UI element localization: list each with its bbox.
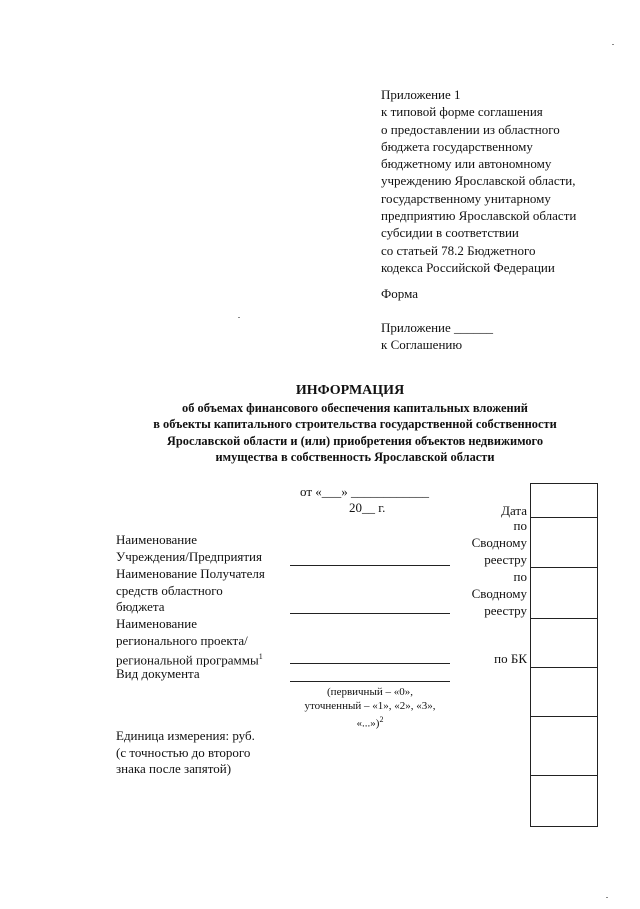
attachment-reference xyxy=(381,319,493,353)
subtitle-line: имущества в собственность Ярославской области xyxy=(215,449,495,464)
doc-type-fill-line[interactable] xyxy=(290,681,450,682)
code-cell-date[interactable] xyxy=(531,518,598,568)
project-label-line: регионального проекта/ xyxy=(116,632,248,648)
appendix-line: предприятию Ярославской области xyxy=(381,208,577,224)
doc-type-note xyxy=(290,685,450,731)
registry-label-1 xyxy=(440,517,527,568)
appendix-line: бюджета государственному xyxy=(381,138,533,154)
doc-type-label: Вид документа xyxy=(116,666,200,681)
appendix-header xyxy=(381,86,576,276)
appendix-line: субсидии в соответствии xyxy=(381,225,519,241)
appendix-line: к типовой форме соглашения xyxy=(381,104,543,120)
scan-speck xyxy=(606,897,608,898)
registry-label-line: реестру xyxy=(484,552,527,567)
code-cell-registry-1[interactable] xyxy=(531,568,598,619)
institution-label-line: Наименование xyxy=(116,532,197,547)
appendix-line: Приложение 1 xyxy=(381,87,461,102)
form-label: Форма xyxy=(381,286,418,301)
subtitle-line: об объемах финансового обеспечения капитальных вложений xyxy=(182,401,528,415)
recipient-label-line: Наименование Получателя xyxy=(116,566,265,581)
codes-row xyxy=(531,668,598,717)
code-cell-doc-type[interactable] xyxy=(531,717,598,776)
codes-row xyxy=(531,484,598,518)
registry-label-line: Сводному xyxy=(471,586,527,601)
codes-row xyxy=(531,776,598,827)
institution-fill-line[interactable] xyxy=(290,565,450,566)
appendix-line: государственному унитарному xyxy=(381,190,551,206)
subtitle-line: в объекты капитального строительства государственной собственности xyxy=(153,417,557,432)
attachment-line: к Соглашению xyxy=(381,337,463,352)
date-year: 20__ г. xyxy=(349,500,386,515)
codes-row xyxy=(531,568,598,619)
code-cell-form[interactable] xyxy=(531,484,598,518)
unit-label-line: (с точностью до второго xyxy=(116,744,251,760)
project-label xyxy=(116,616,263,669)
recipient-label-line: бюджета xyxy=(116,599,165,615)
unit-label-line: знака после запятой) xyxy=(116,761,232,777)
unit-label-line: Единица измерения: руб. xyxy=(116,728,255,743)
appendix-line: кодекса Российской Федерации xyxy=(381,259,555,275)
codes-row xyxy=(531,619,598,668)
recipient-label xyxy=(116,566,265,616)
document-subtitle xyxy=(0,400,640,465)
appendix-line: бюджетному или автономному xyxy=(381,156,552,172)
registry-label-2 xyxy=(440,568,527,619)
doc-type-note-line xyxy=(290,713,450,731)
recipient-label-line: средств областного xyxy=(116,582,223,598)
appendix-line: со статьей 78.2 Бюджетного xyxy=(381,242,536,258)
footnote-marker: 1 xyxy=(258,652,263,662)
date-from: от «___» ____________ xyxy=(300,484,430,499)
footnote-marker: 2 xyxy=(379,715,384,724)
doc-type-note-text: «...») xyxy=(356,717,380,730)
registry-label-line: по xyxy=(513,569,527,584)
bk-label: по БК xyxy=(494,651,527,666)
doc-type-note-line: (первичный – «0», xyxy=(327,686,413,698)
registry-label-line: по xyxy=(513,518,527,533)
recipient-fill-line[interactable] xyxy=(290,613,450,614)
code-cell-registry-2[interactable] xyxy=(531,619,598,668)
doc-type-note-line: уточненный – «1», «2», «3», xyxy=(304,700,436,712)
codes-table xyxy=(530,483,598,827)
registry-label-line: Сводному xyxy=(471,535,527,550)
scan-speck xyxy=(612,44,614,45)
registry-label-line: реестру xyxy=(484,603,527,618)
code-cell-unit[interactable] xyxy=(531,776,598,827)
unit-label xyxy=(116,728,255,778)
institution-label-line: Учреждения/Предприятия xyxy=(116,548,262,564)
codes-row xyxy=(531,717,598,776)
codes-row xyxy=(531,518,598,568)
project-fill-line[interactable] xyxy=(290,663,450,664)
document-title: ИНФОРМАЦИЯ xyxy=(295,383,405,398)
date-code-label: Дата xyxy=(501,503,527,518)
appendix-line: учреждению Ярославской области, xyxy=(381,173,576,189)
institution-label xyxy=(116,532,262,565)
scan-speck xyxy=(238,317,240,318)
project-label-line: Наименование xyxy=(116,616,197,631)
subtitle-line: Ярославской области и (или) приобретения объектов недвижимого xyxy=(166,433,544,448)
attachment-line: Приложение ______ xyxy=(381,320,494,335)
appendix-line: о предоставлении из областного xyxy=(381,121,560,137)
project-label-text: региональной программы xyxy=(116,652,259,668)
code-cell-bk[interactable] xyxy=(531,668,598,717)
